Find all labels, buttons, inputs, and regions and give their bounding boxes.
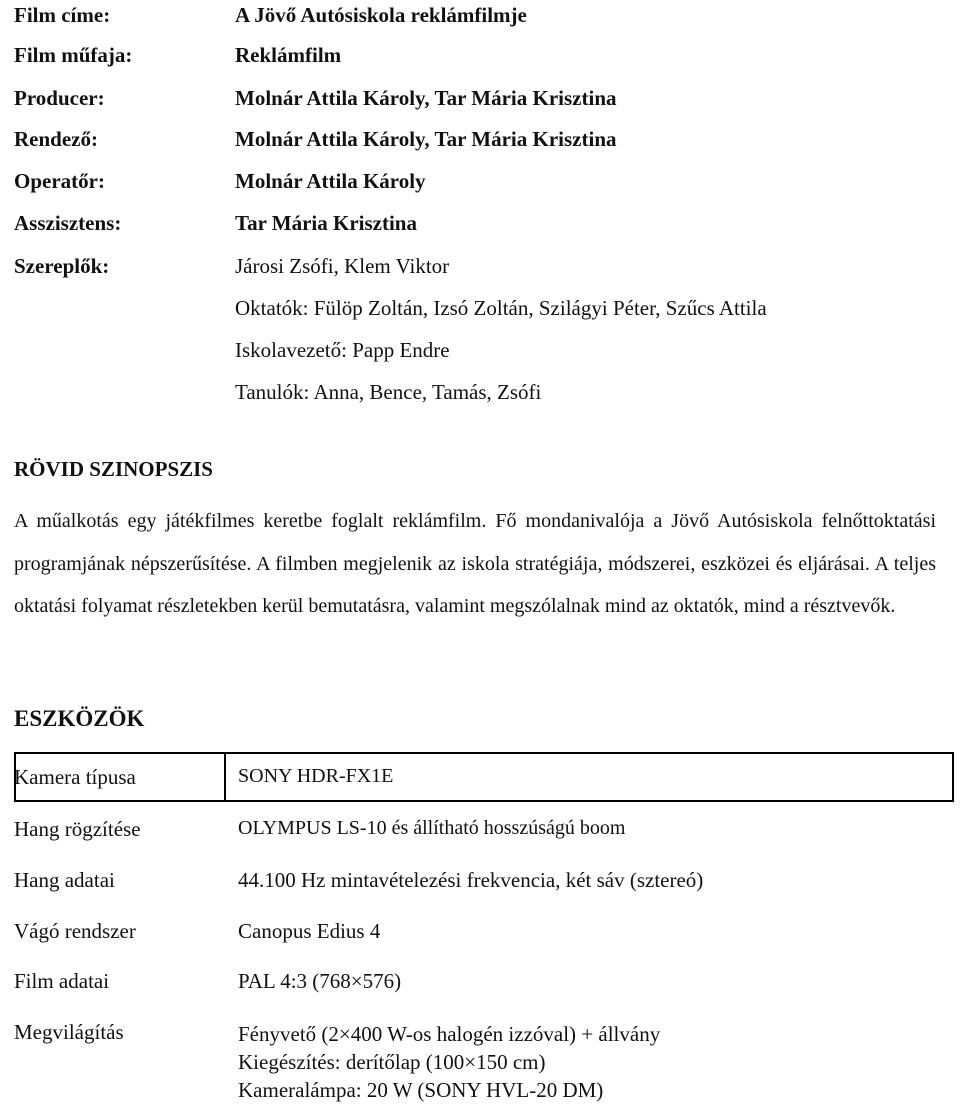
equip-label-editing: Vágó rendszer	[14, 919, 136, 943]
equip-value-lighting	[238, 1020, 660, 1104]
credit-value: Molnár Attila Károly, Tar Mária Krisztina	[235, 127, 617, 151]
credit-label: Film műfaja:	[14, 43, 133, 67]
credit-value: Molnár Attila Károly, Tar Mária Krisztina	[235, 86, 617, 110]
lighting-line: Kameralámpa: 20 W (SONY HVL-20 DM)	[238, 1078, 604, 1102]
credit-value: Reklámfilm	[235, 43, 342, 67]
equip-value-camera: SONY HDR-FX1E	[238, 765, 394, 787]
credit-value: Tar Mária Krisztina	[235, 211, 417, 235]
synopsis-heading: RÖVID SZINOPSZIS	[14, 457, 213, 481]
equip-value-editing: Canopus Edius 4	[238, 919, 381, 943]
credit-label: Film címe:	[14, 3, 111, 27]
credit-value: Iskolavezető: Papp Endre	[235, 338, 450, 362]
equip-label-film-data: Film adatai	[14, 969, 110, 993]
equip-label-lighting: Megvilágítás	[14, 1020, 124, 1044]
credit-label: Szereplők:	[14, 254, 110, 278]
equip-label-sound-recording: Hang rögzítése	[14, 817, 141, 841]
credit-label: Rendező:	[14, 127, 98, 151]
credit-value: Oktatók: Fülöp Zoltán, Izsó Zoltán, Szilágyi Péter, Szűcs Attila	[235, 296, 767, 320]
equip-value-sound-data: 44.100 Hz mintavételezési frekvencia, két sáv (sztereó)	[238, 868, 704, 892]
credit-value: Járosi Zsófi, Klem Viktor	[235, 254, 450, 278]
equip-value-film-data: PAL 4:3 (768×576)	[238, 969, 402, 993]
equip-value-sound-recording: OLYMPUS LS-10 és állítható hosszúságú boom	[238, 817, 626, 839]
table-top-border	[14, 752, 954, 754]
credit-label: Operatőr:	[14, 169, 105, 193]
equipment-table	[14, 752, 950, 1117]
table-row-divider	[14, 800, 954, 802]
credit-value: A Jövő Autósiskola reklámfilmje	[235, 3, 527, 27]
credit-value: Molnár Attila Károly	[235, 169, 426, 193]
credit-label: Producer:	[14, 86, 105, 110]
equip-label-camera: Kamera típusa	[14, 765, 136, 789]
synopsis-text: A műalkotás egy játékfilmes keretbe foglalt reklámfilm. Fő mondanivalója a Jövő Autósiskola felnőttoktatási programjának népszerűsítése. A filmben megjelenik az iskola stratégiája, módszerei, eszközei és eljárásai. A teljes oktatási folyamat részletekben kerül bemutatásra, valamint megszólalnak mind az oktatók, mind a résztvevők.	[14, 510, 936, 617]
table-column-divider	[224, 752, 226, 802]
equip-label-sound-data: Hang adatai	[14, 868, 115, 892]
credit-label: Asszisztens:	[14, 211, 122, 235]
lighting-line: Kiegészítés: derítőlap (100×150 cm)	[238, 1050, 546, 1074]
lighting-line: Fényvető (2×400 W-os halogén izzóval) + állvány	[238, 1022, 661, 1046]
equipment-heading: ESZKÖZÖK	[14, 706, 145, 731]
table-right-border	[952, 752, 954, 802]
credit-value: Tanulók: Anna, Bence, Tamás, Zsófi	[235, 380, 542, 404]
